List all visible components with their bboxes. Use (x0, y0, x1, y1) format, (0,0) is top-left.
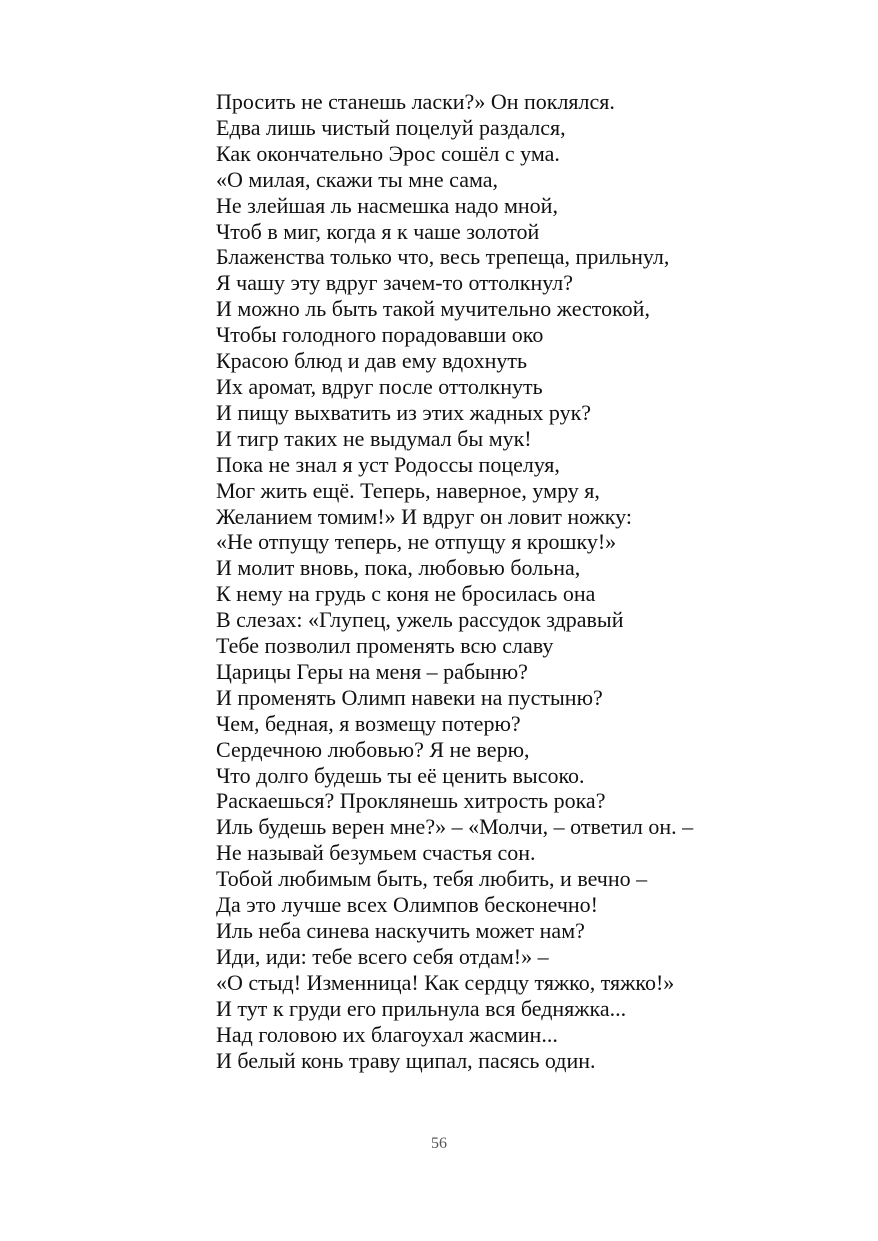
poem-line: «О милая, скажи ты мне сама, (216, 166, 498, 192)
poem-line: Раскаешься? Проклянешь хитрость рока? (216, 788, 606, 814)
poem-line: Да это лучше всех Олимпов бесконечно! (216, 892, 598, 918)
poem-line: К нему на грудь с коня не бросилась она (216, 581, 596, 607)
poem-line: Едва лишь чистый поцелуй раздался, (216, 114, 566, 140)
poem-text (216, 89, 816, 1073)
poem-line: Что долго будешь ты её ценить высоко. (216, 762, 585, 788)
poem-line: И тигр таких не выдумал бы мук! (216, 425, 532, 451)
poem-line: И тут к груди его прильнула вся бедняжка... (216, 995, 627, 1021)
poem-line: Не называй безумьем счастья сон. (216, 840, 536, 866)
poem-line: Как окончательно Эрос сошёл с ума. (216, 140, 560, 166)
poem-line: «О стыд! Изменница! Как сердцу тяжко, тяжко!» (216, 969, 675, 995)
poem-line: Чтобы голодного порадовавши око (216, 322, 544, 348)
poem-line: Царицы Геры на меня – рабыню? (216, 658, 528, 684)
poem-line: В слезах: «Глупец, ужель рассудок здравый (216, 607, 624, 633)
poem-line: Чем, бедная, я возмещу потерю? (216, 710, 521, 736)
poem-line: Над головою их благоухал жасмин... (216, 1021, 558, 1047)
poem-line: «Не отпущу теперь, не отпущу я крошку!» (216, 529, 617, 555)
poem-line: И можно ль быть такой мучительно жестокой, (216, 296, 650, 322)
poem-line: Иль неба синева наскучить может нам? (216, 918, 585, 943)
poem-line: И белый конь траву щипал, пасясь один. (216, 1047, 596, 1073)
page-number: 56 (431, 1135, 447, 1152)
poem-line: Пока не знал я уст Родоссы поцелуя, (216, 451, 560, 477)
poem-line: Мог жить ещё. Теперь, наверное, умру я, (216, 477, 600, 503)
poem-line: Сердечною любовью? Я не верю, (216, 736, 530, 762)
poem-line: Тебе позволил променять всю славу (216, 633, 554, 659)
poem-line: Иль будешь верен мне?» – «Молчи, – ответил он. – (216, 814, 694, 840)
poem-line: Красою блюд и дав ему вдохнуть (216, 348, 527, 374)
poem-line: Тобой любимым быть, тебя любить, и вечно – (216, 866, 648, 892)
poem-line: Просить не станешь ласки?» Он поклялся. (216, 89, 615, 114)
poem-line: И променять Олимп навеки на пустыню? (216, 684, 603, 710)
poem-line: И пищу выхватить из этих жадных рук? (216, 399, 592, 425)
poem-line: Чтоб в миг, когда я к чаше золотой (216, 218, 540, 244)
poem-line: Блаженства только что, весь трепеща, прильнул, (216, 244, 670, 270)
poem-line: Желанием томим!» И вдруг он ловит ножку: (216, 503, 632, 529)
poem-line: Я чашу эту вдруг зачем-то оттолкнул? (216, 270, 574, 296)
poem-line: И молит вновь, пока, любовью больна, (216, 555, 581, 581)
poem-line: Не злейшая ль насмешка надо мной, (216, 192, 558, 218)
poem-line: Их аромат, вдруг после оттолкнуть (216, 373, 543, 399)
poem-line: Иди, иди: тебе всего себя отдам!» – (216, 943, 549, 969)
